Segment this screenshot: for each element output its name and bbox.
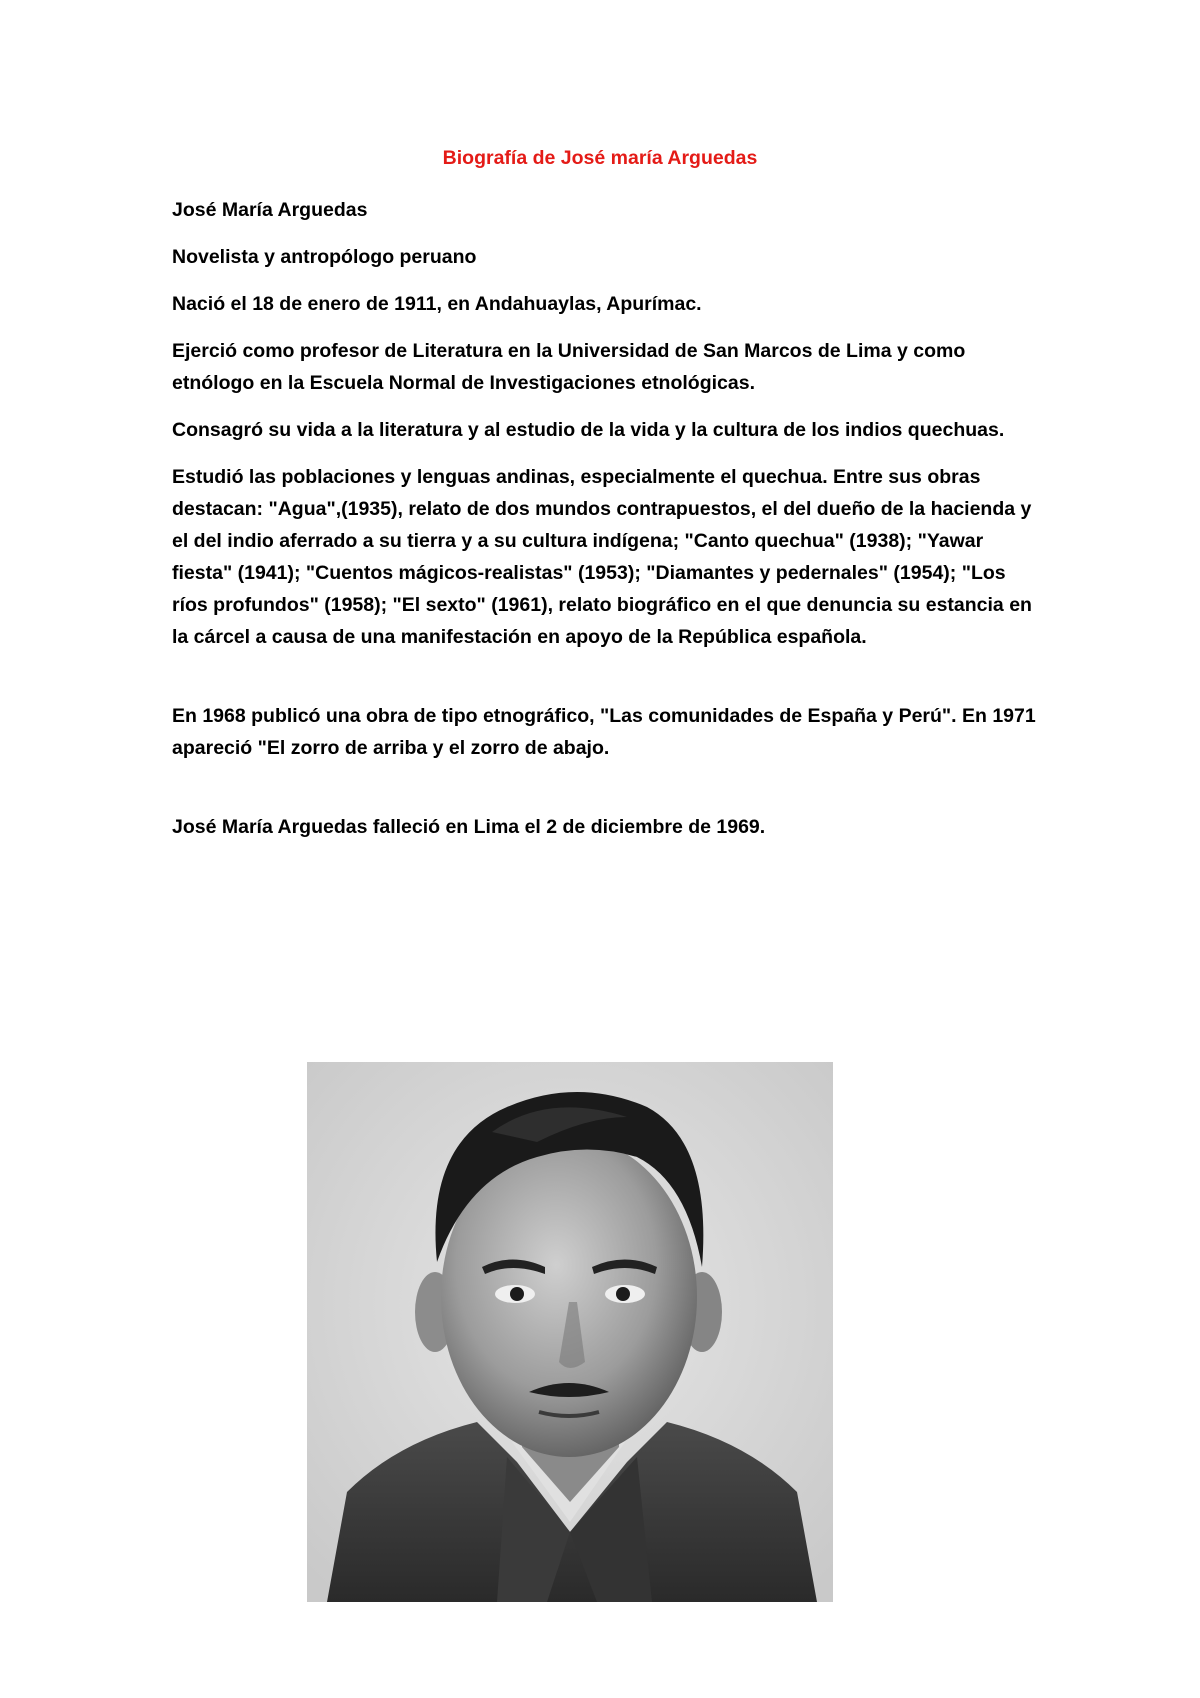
paragraph-birth: Nació el 18 de enero de 1911, en Andahuaylas, Apurímac. xyxy=(172,293,702,315)
portrait-photo xyxy=(307,1062,833,1602)
paragraph-name: José María Arguedas xyxy=(172,199,368,221)
document-title: Biografía de José maría Arguedas xyxy=(442,147,758,169)
document-body xyxy=(172,194,1042,858)
paragraph-later-works: En 1968 publicó una obra de tipo etnográfico, "Las comunidades de España y Perú". En 1971 apareció "El zorro de arriba y el zorro de abajo. xyxy=(172,705,1036,759)
paragraph-death: José María Arguedas falleció en Lima el 2 de diciembre de 1969. xyxy=(172,816,766,838)
portrait-illustration xyxy=(307,1062,833,1602)
paragraph-works: Estudió las poblaciones y lenguas andinas, especialmente el quechua. Entre sus obras destacan: "Agua",(1935), relato de dos mundos contrapuestos, el del dueño de la hacienda y el del indio aferrado a su tierra y a su cultura indígena; "Canto quechua" (1938); "Yawar fiesta" (1941); "Cuentos mágicos-realistas" (1953); "Diamantes y pedernales" (1954); "Los ríos profundos" (1958); "El sexto" (1961), relato biográfico en el que denuncia su estancia en la cárcel a causa de una manifestación en apoyo de la República española. xyxy=(172,466,1032,648)
paragraph-devotion: Consagró su vida a la literatura y al estudio de la vida y la cultura de los indios quechuas. xyxy=(172,419,1005,441)
paragraph-profession: Novelista y antropólogo peruano xyxy=(172,246,477,268)
paragraph-career: Ejerció como profesor de Literatura en la Universidad de San Marcos de Lima y como etnólogo en la Escuela Normal de Investigaciones etnológicas. xyxy=(172,340,966,394)
